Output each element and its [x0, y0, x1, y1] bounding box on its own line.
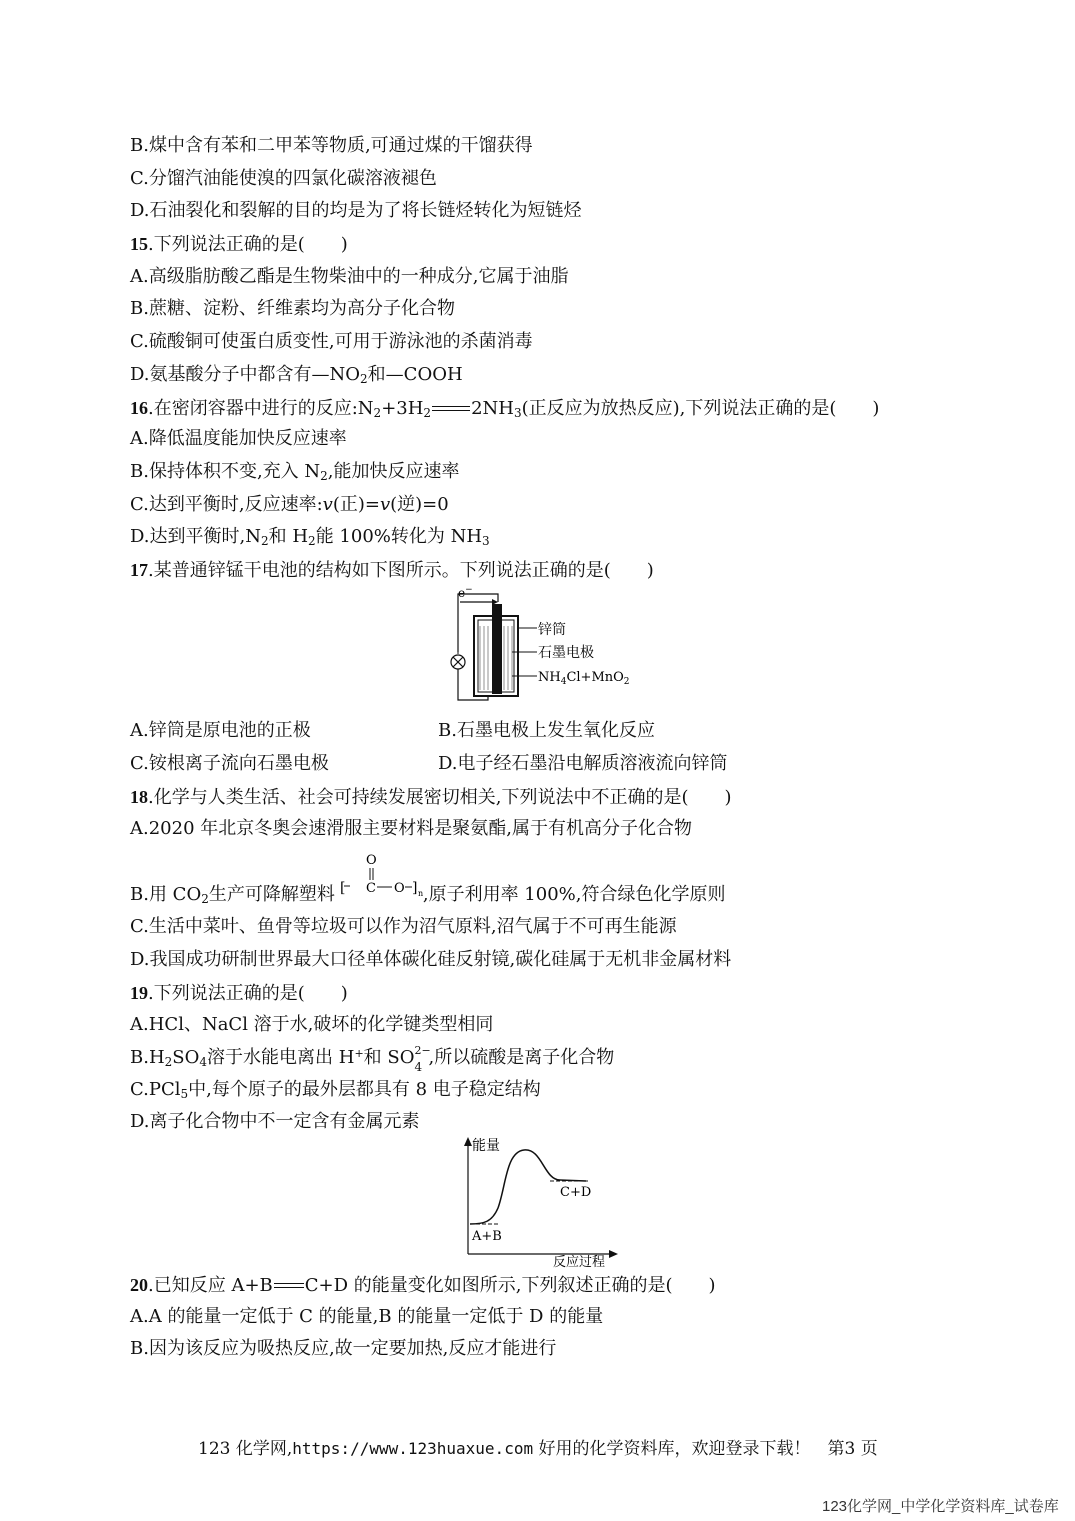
q20-option-b: B.因为该反应为吸热反应,故一定要加热,反应才能进行 [130, 1338, 557, 1359]
q20-number: 20 [130, 1275, 148, 1295]
q15-option-d: D.氨基酸分子中都含有$—NO_2$和—COOH [130, 364, 463, 386]
q19-option-c: C.PCl$_5$中,每个原子的最外层都具有 8 电子稳定结构 [130, 1079, 541, 1101]
equals-sign [274, 1282, 304, 1290]
reaction-progress-label: 反应过程 [553, 1255, 606, 1270]
footer-url[interactable]: https://www.123huaxue.com [292, 1439, 534, 1458]
q17-option-d: D.电子经石墨沿电解质溶液流向锌筒 [438, 753, 728, 774]
polycarbonate-formula [338, 850, 428, 906]
page-footer: 123 化学网,https://www.123huaxue.com 好用的化学资料库，欢迎登录下载！ 第3 页 [198, 1439, 878, 1459]
energy-axis-label: 能量 [472, 1138, 500, 1154]
q18-stem: 18.化学与人类生活、社会可持续发展密切相关,下列说法中不正确的是( ) [130, 787, 732, 808]
q17-option-b: B.石墨电极上发生氧化反应 [438, 720, 655, 741]
q16-option-d: D.达到平衡时$,N_2$和 $H_2$能 100%转化为 $NH_3$ [130, 526, 490, 548]
q19-option-b: $B.H_2SO_4$溶于水能电离出 H+和 SO 2− 4 ,所以硫酸是离子化合物 [130, 1044, 615, 1074]
q16-option-a: A.降低温度能加快反应速率 [130, 428, 347, 449]
q18-number: 18 [130, 787, 148, 807]
svg-text:O: O [366, 853, 377, 868]
q17-option-a: A.锌筒是原电池的正极 [130, 720, 311, 741]
q15-option-a: A.高级脂肪酸乙酯是生物柴油中的一种成分,它属于油脂 [130, 266, 569, 287]
q16-option-c: C.达到平衡时,反应速率:v(正)=v(逆)=0 [130, 494, 449, 515]
q15-number: 15 [130, 234, 148, 254]
q17-number: 17 [130, 560, 148, 580]
label-electrolyte: $NH_4Cl+MnO_2$ [538, 670, 630, 687]
equilibrium-sign [432, 405, 470, 413]
corner-watermark: 123化学网_中学化学资料库_试卷库 [822, 1498, 1059, 1515]
q18-option-c: C.生活中菜叶、鱼骨等垃圾可以作为沼气原料,沼气属于不可再生能源 [130, 916, 677, 937]
label-graphite: 石墨电极 [538, 645, 594, 661]
q18-option-a: A.2020 年北京冬奥会速滑服主要材料是聚氨酯,属于有机高分子化合物 [130, 818, 692, 839]
q14-option-c: C.分馏汽油能使溴的四氯化碳溶液褪色 [130, 168, 437, 189]
svg-text:n: n [418, 889, 424, 898]
energy-diagram [458, 1134, 628, 1270]
q15-option-b: B.蔗糖、淀粉、纤维素均为高分子化合物 [130, 298, 455, 319]
q16-option-b: B.保持体积不变,充入 $N_2$,能加快反应速率 [130, 461, 460, 483]
q20-stem: 20.已知反应 A+B C+D 的能量变化如图所示,下列叙述正确的是( ) [130, 1275, 716, 1296]
electron-label: e− [458, 585, 473, 600]
q19-option-d: D.离子化合物中不一定含有金属元素 [130, 1111, 420, 1132]
label-zinc-can: 锌筒 [538, 622, 566, 638]
q17-option-c: C.铵根离子流向石墨电极 [130, 753, 329, 774]
q18-option-d: D.我国成功研制世界最大口径单体碳化硅反射镜,碳化硅属于无机非金属材料 [130, 949, 732, 970]
reactant-label: A+B [472, 1229, 502, 1244]
svg-text:C: C [366, 881, 376, 896]
q19-number: 19 [130, 983, 148, 1003]
q15-stem: 15.下列说法正确的是( ) [130, 234, 348, 255]
graphite-rod [492, 604, 502, 694]
q20-option-a: A.A 的能量一定低于 C 的能量,B 的能量一定低于 D 的能量 [130, 1306, 604, 1327]
svg-text:[: [ [340, 880, 346, 896]
q16-stem: 16.在密闭容器中进行的反应$:N_2+3H_2$ $2NH_3$(正反应为放热反应),下列说法正确的是( ) [130, 398, 880, 420]
q14-option-b: B.煤中含有苯和二甲苯等物质,可通过煤的干馏获得 [130, 135, 533, 156]
svg-text:]: ] [412, 880, 418, 896]
q19-option-a: A.HCl、NaCl 溶于水,破坏的化学键类型相同 [130, 1014, 494, 1035]
dry-cell-diagram [440, 582, 650, 712]
q15-option-c: C.硫酸铜可使蛋白质变性,可用于游泳池的杀菌消毒 [130, 331, 533, 352]
q16-number: 16 [130, 398, 148, 418]
q17-stem: 17.某普通锌锰干电池的结构如下图所示。下列说法正确的是( ) [130, 560, 654, 581]
q14-option-d: D.石油裂化和裂解的目的均是为了将长链烃转化为短链烃 [130, 200, 582, 221]
q19-stem: 19.下列说法正确的是( ) [130, 983, 348, 1004]
q18-option-b: B.用 $CO_2$生产可降解塑料 ,原子利用率 100%,符合绿色化学原则 [130, 884, 726, 906]
product-label: C+D [560, 1185, 592, 1200]
svg-text:O: O [394, 881, 405, 896]
